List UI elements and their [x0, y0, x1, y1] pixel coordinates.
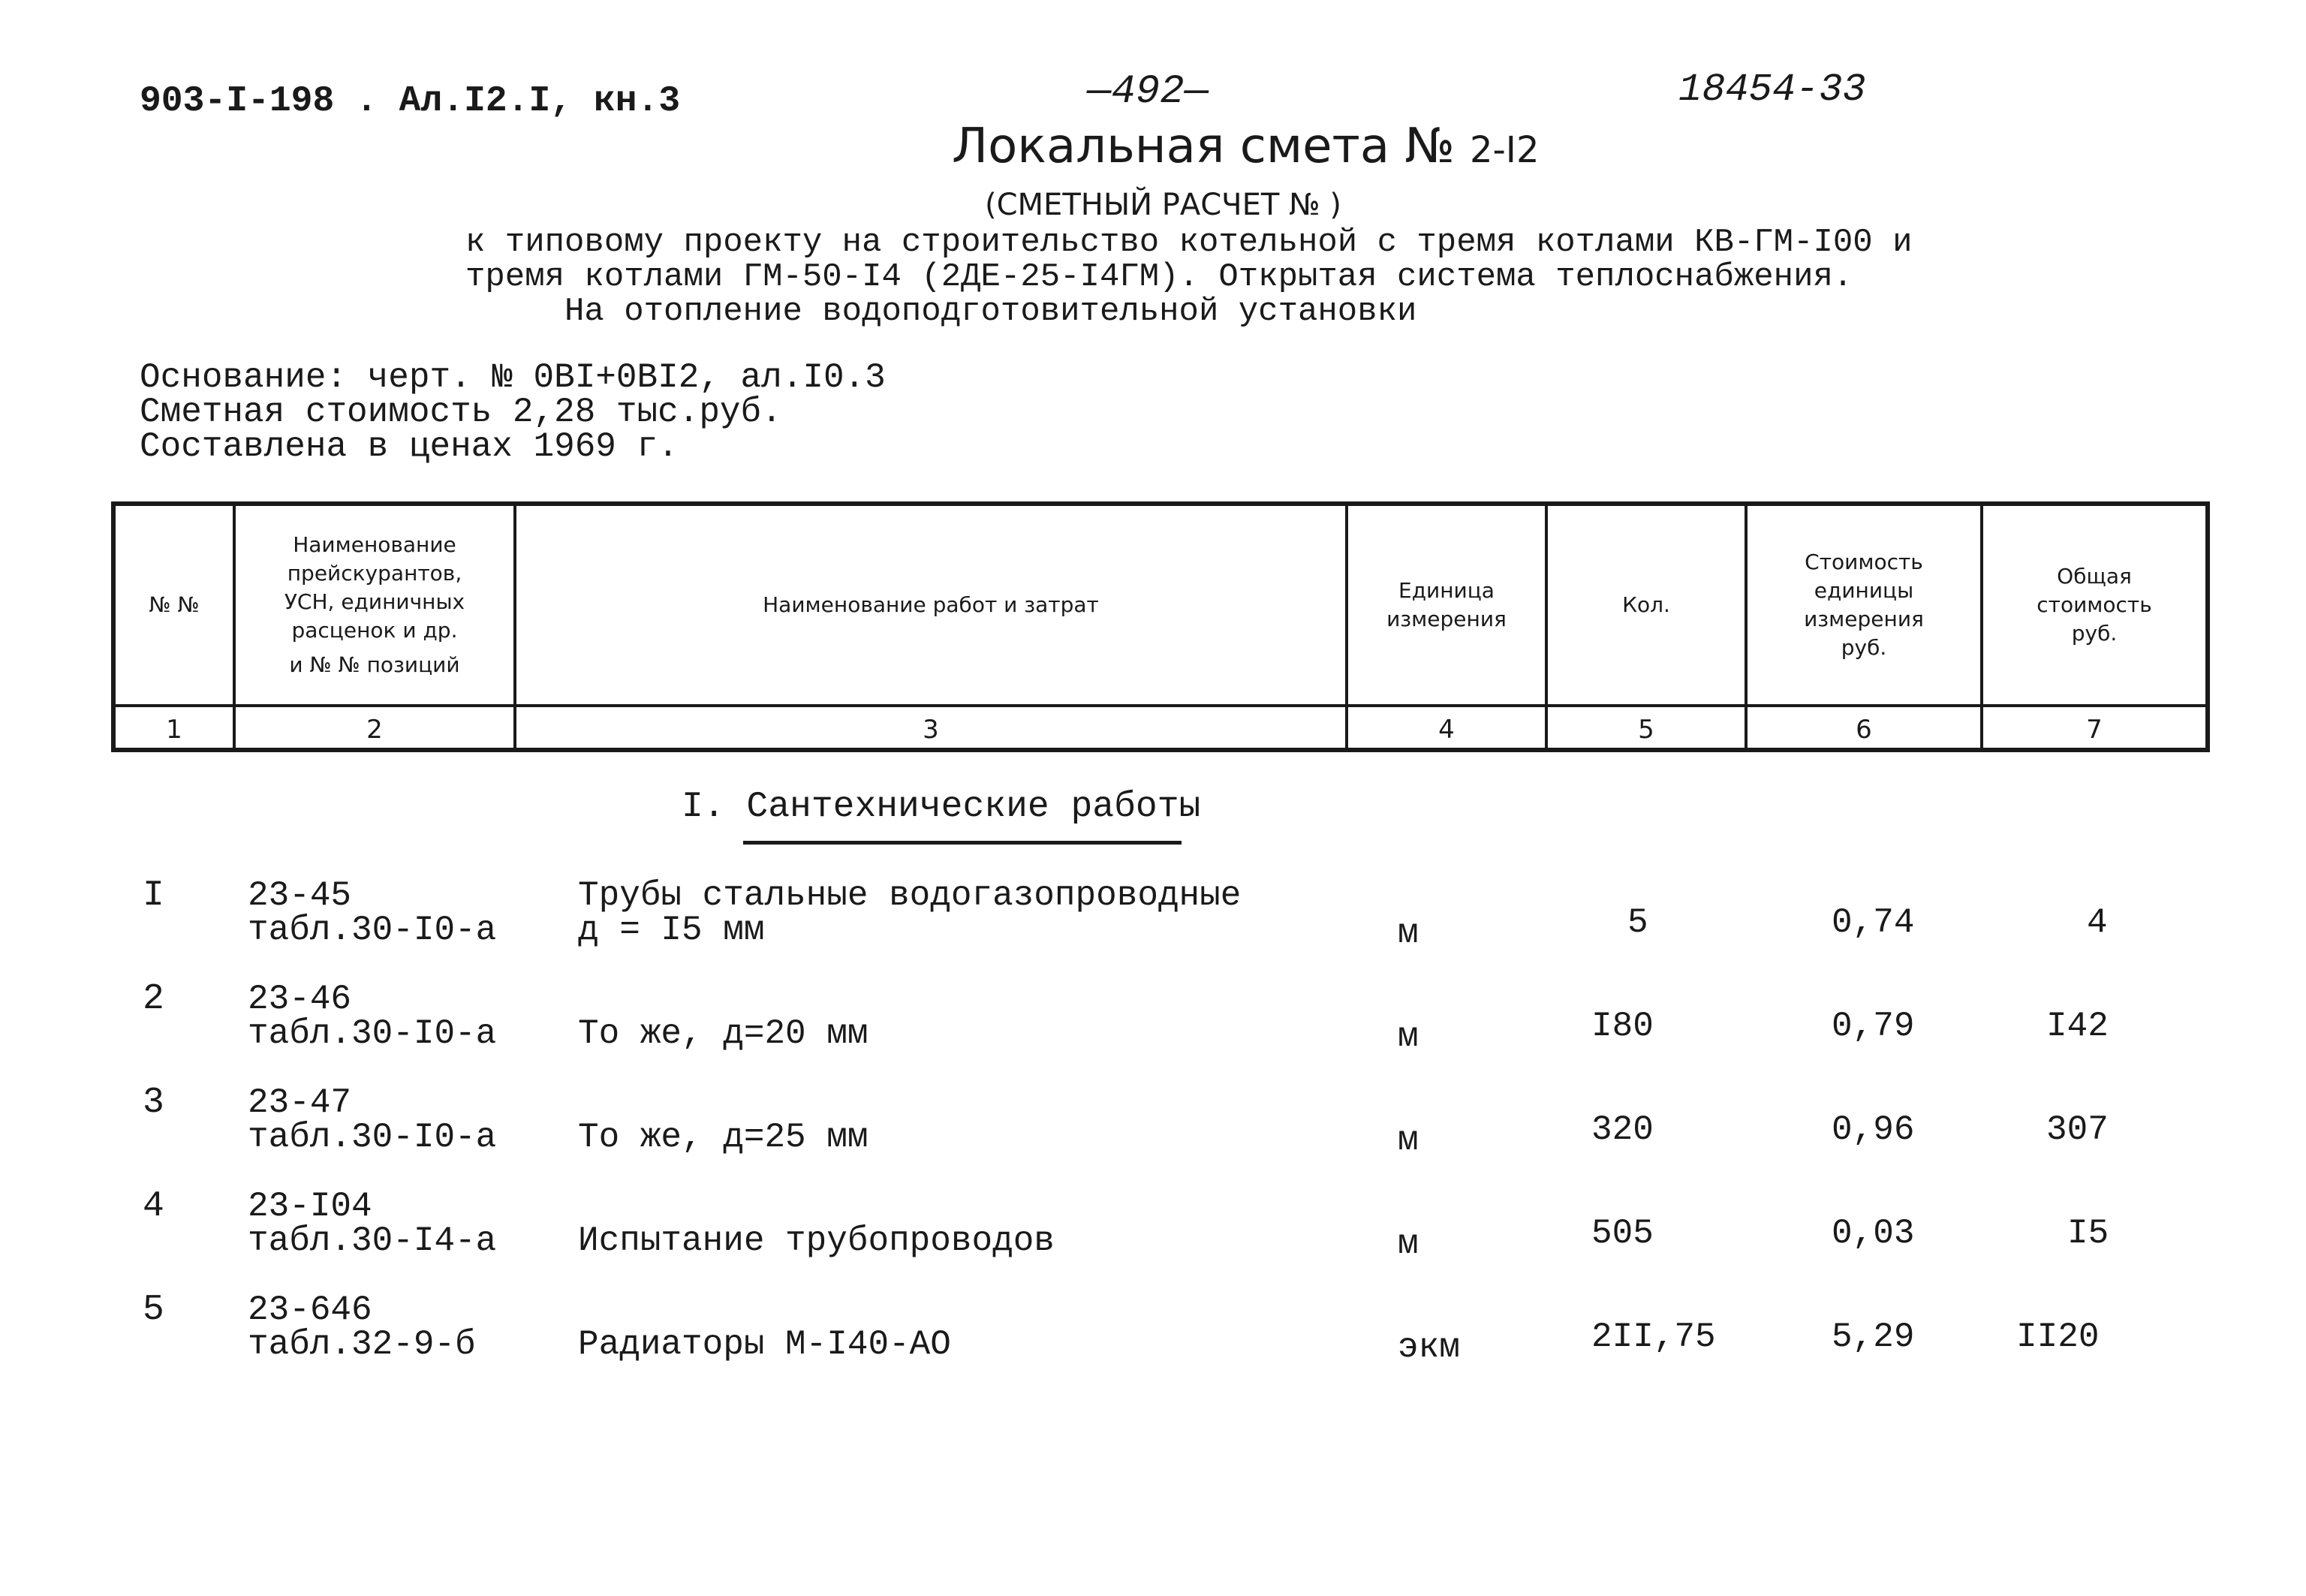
- header-label: прейскурантов,: [287, 561, 462, 586]
- header-col-unit-price: [1748, 506, 1980, 704]
- description-line: к типовому проекту на строительство котельной с тремя котлами КВ-ГМ-I00 и: [465, 224, 1913, 261]
- header-label: Наименование: [293, 532, 456, 557]
- header-label: Единица: [1398, 578, 1495, 603]
- row-total: I5: [2067, 1214, 2109, 1253]
- header-label: расценок и др.: [291, 618, 458, 643]
- row-number: 5: [143, 1290, 164, 1330]
- header-label: № №: [149, 592, 200, 617]
- price-year-line: Составлена в ценах 1969 г.: [140, 427, 679, 466]
- row-unit: м: [1398, 1121, 1419, 1160]
- header-label: Стоимость: [1805, 550, 1923, 574]
- header-label: Общая: [2057, 564, 2132, 589]
- header-col-number: [116, 506, 233, 704]
- row-quantity: 2II,75: [1591, 1317, 1716, 1357]
- header-label: и № № позиций: [289, 652, 460, 677]
- header-label: измерения: [1386, 607, 1507, 631]
- title-number: 2-I2: [1469, 129, 1540, 171]
- row-quantity: 320: [1591, 1110, 1654, 1149]
- row-code: [248, 876, 497, 950]
- row-number: 2: [143, 979, 164, 1019]
- row-total: I42: [2046, 1007, 2109, 1046]
- row-total: 307: [2046, 1110, 2109, 1149]
- code-line: 23-45: [248, 876, 352, 915]
- project-description: [465, 225, 1913, 329]
- header-col-total: [1983, 506, 2205, 704]
- header-col-unit: [1348, 506, 1545, 704]
- header-col-work-name: [516, 506, 1345, 704]
- row-code: [248, 982, 496, 1051]
- row-quantity: 505: [1591, 1214, 1654, 1253]
- estimated-cost-line: Сметная стоимость 2,28 тыс.руб.: [140, 393, 782, 432]
- name-line: Трубы стальные водогазопроводные: [578, 876, 1242, 915]
- header-label: измерения: [1804, 607, 1924, 631]
- header-label: УСН, единичных: [284, 589, 465, 614]
- row-total: II20: [2016, 1317, 2100, 1357]
- header-col-quantity: [1548, 506, 1745, 704]
- row-work-name: Радиаторы М-I40-АО: [578, 1325, 951, 1364]
- header-label: Наименование работ и затрат: [763, 592, 1099, 617]
- row-unit: м: [1398, 914, 1419, 953]
- row-unit-price: 5,29: [1832, 1317, 1915, 1357]
- column-number: 3: [923, 715, 939, 745]
- row-code: [248, 1189, 496, 1258]
- description-line: На отопление водоподготовительной установки: [465, 293, 1417, 330]
- row-quantity: I80: [1591, 1007, 1654, 1046]
- code-line: 23-646: [248, 1290, 372, 1329]
- row-unit-price: 0,03: [1832, 1214, 1915, 1253]
- row-number: 3: [143, 1083, 164, 1123]
- column-number: 6: [1856, 715, 1872, 745]
- subtitle: (СМЕТНЫЙ РАСЧЕТ № ): [985, 188, 1341, 222]
- column-number: 4: [1438, 715, 1455, 745]
- table-header: [111, 501, 2210, 752]
- row-unit: экм: [1398, 1328, 1460, 1367]
- column-number: 2: [366, 715, 383, 745]
- document-number: 18454-33: [1678, 68, 1866, 112]
- header-label: единицы: [1814, 578, 1914, 603]
- row-unit-price: 0,79: [1832, 1007, 1915, 1046]
- code-line: табл.30-I0-а: [248, 911, 497, 950]
- row-work-name: Испытание трубопроводов: [578, 1221, 1055, 1260]
- basis-line: Основание: черт. № 0BI+0BI2, ал.I0.3: [140, 358, 886, 397]
- code-line: табл.30-I0-а: [248, 1118, 497, 1157]
- row-total: 4: [2087, 903, 2108, 942]
- code-line: 23-47: [248, 1083, 352, 1122]
- row-unit: м: [1398, 1017, 1419, 1056]
- row-work-name: То же, д=20 мм: [578, 1014, 869, 1053]
- basis-block: [140, 360, 886, 464]
- code-line: 23-I04: [248, 1187, 372, 1226]
- title-text: Локальная смета №: [952, 119, 1455, 174]
- page-number: —492—: [1087, 69, 1209, 115]
- row-code: [248, 1290, 476, 1364]
- column-number: 5: [1638, 715, 1654, 745]
- header-label: руб.: [2071, 621, 2118, 646]
- row-quantity: 5: [1627, 903, 1648, 942]
- header-label: стоимость: [2037, 592, 2152, 617]
- code-line: 23-46: [248, 980, 352, 1019]
- header-label: руб.: [1841, 635, 1887, 660]
- code-line: табл.32-9-б: [248, 1325, 476, 1364]
- column-number: 7: [2086, 715, 2103, 745]
- column-number: 1: [166, 715, 182, 745]
- page-title: [952, 119, 1540, 174]
- row-work-name: То же, д=25 мм: [578, 1118, 869, 1157]
- section-title: I. Сантехнические работы: [682, 787, 1201, 827]
- section-underline: [743, 841, 1182, 845]
- header-label: Кол.: [1622, 592, 1670, 617]
- header-col-code: [236, 506, 513, 704]
- code-line: табл.30-I4-а: [248, 1221, 497, 1260]
- row-unit-price: 0,74: [1832, 903, 1915, 942]
- description-line: тремя котлами ГМ-50-I4 (2ДЕ-25-I4ГМ). Открытая система теплоснабжения.: [465, 258, 1853, 296]
- row-unit-price: 0,96: [1832, 1110, 1915, 1149]
- row-number: I: [143, 875, 164, 916]
- row-code: [248, 1083, 497, 1157]
- document-code: 903-I-198 . Ал.I2.I, кн.3: [140, 81, 681, 122]
- row-unit: м: [1398, 1224, 1419, 1263]
- code-line: табл.30-I0-а: [248, 1014, 497, 1053]
- row-number: 4: [143, 1186, 164, 1227]
- name-line: д = I5 мм: [578, 911, 765, 950]
- row-work-name: [578, 876, 1242, 950]
